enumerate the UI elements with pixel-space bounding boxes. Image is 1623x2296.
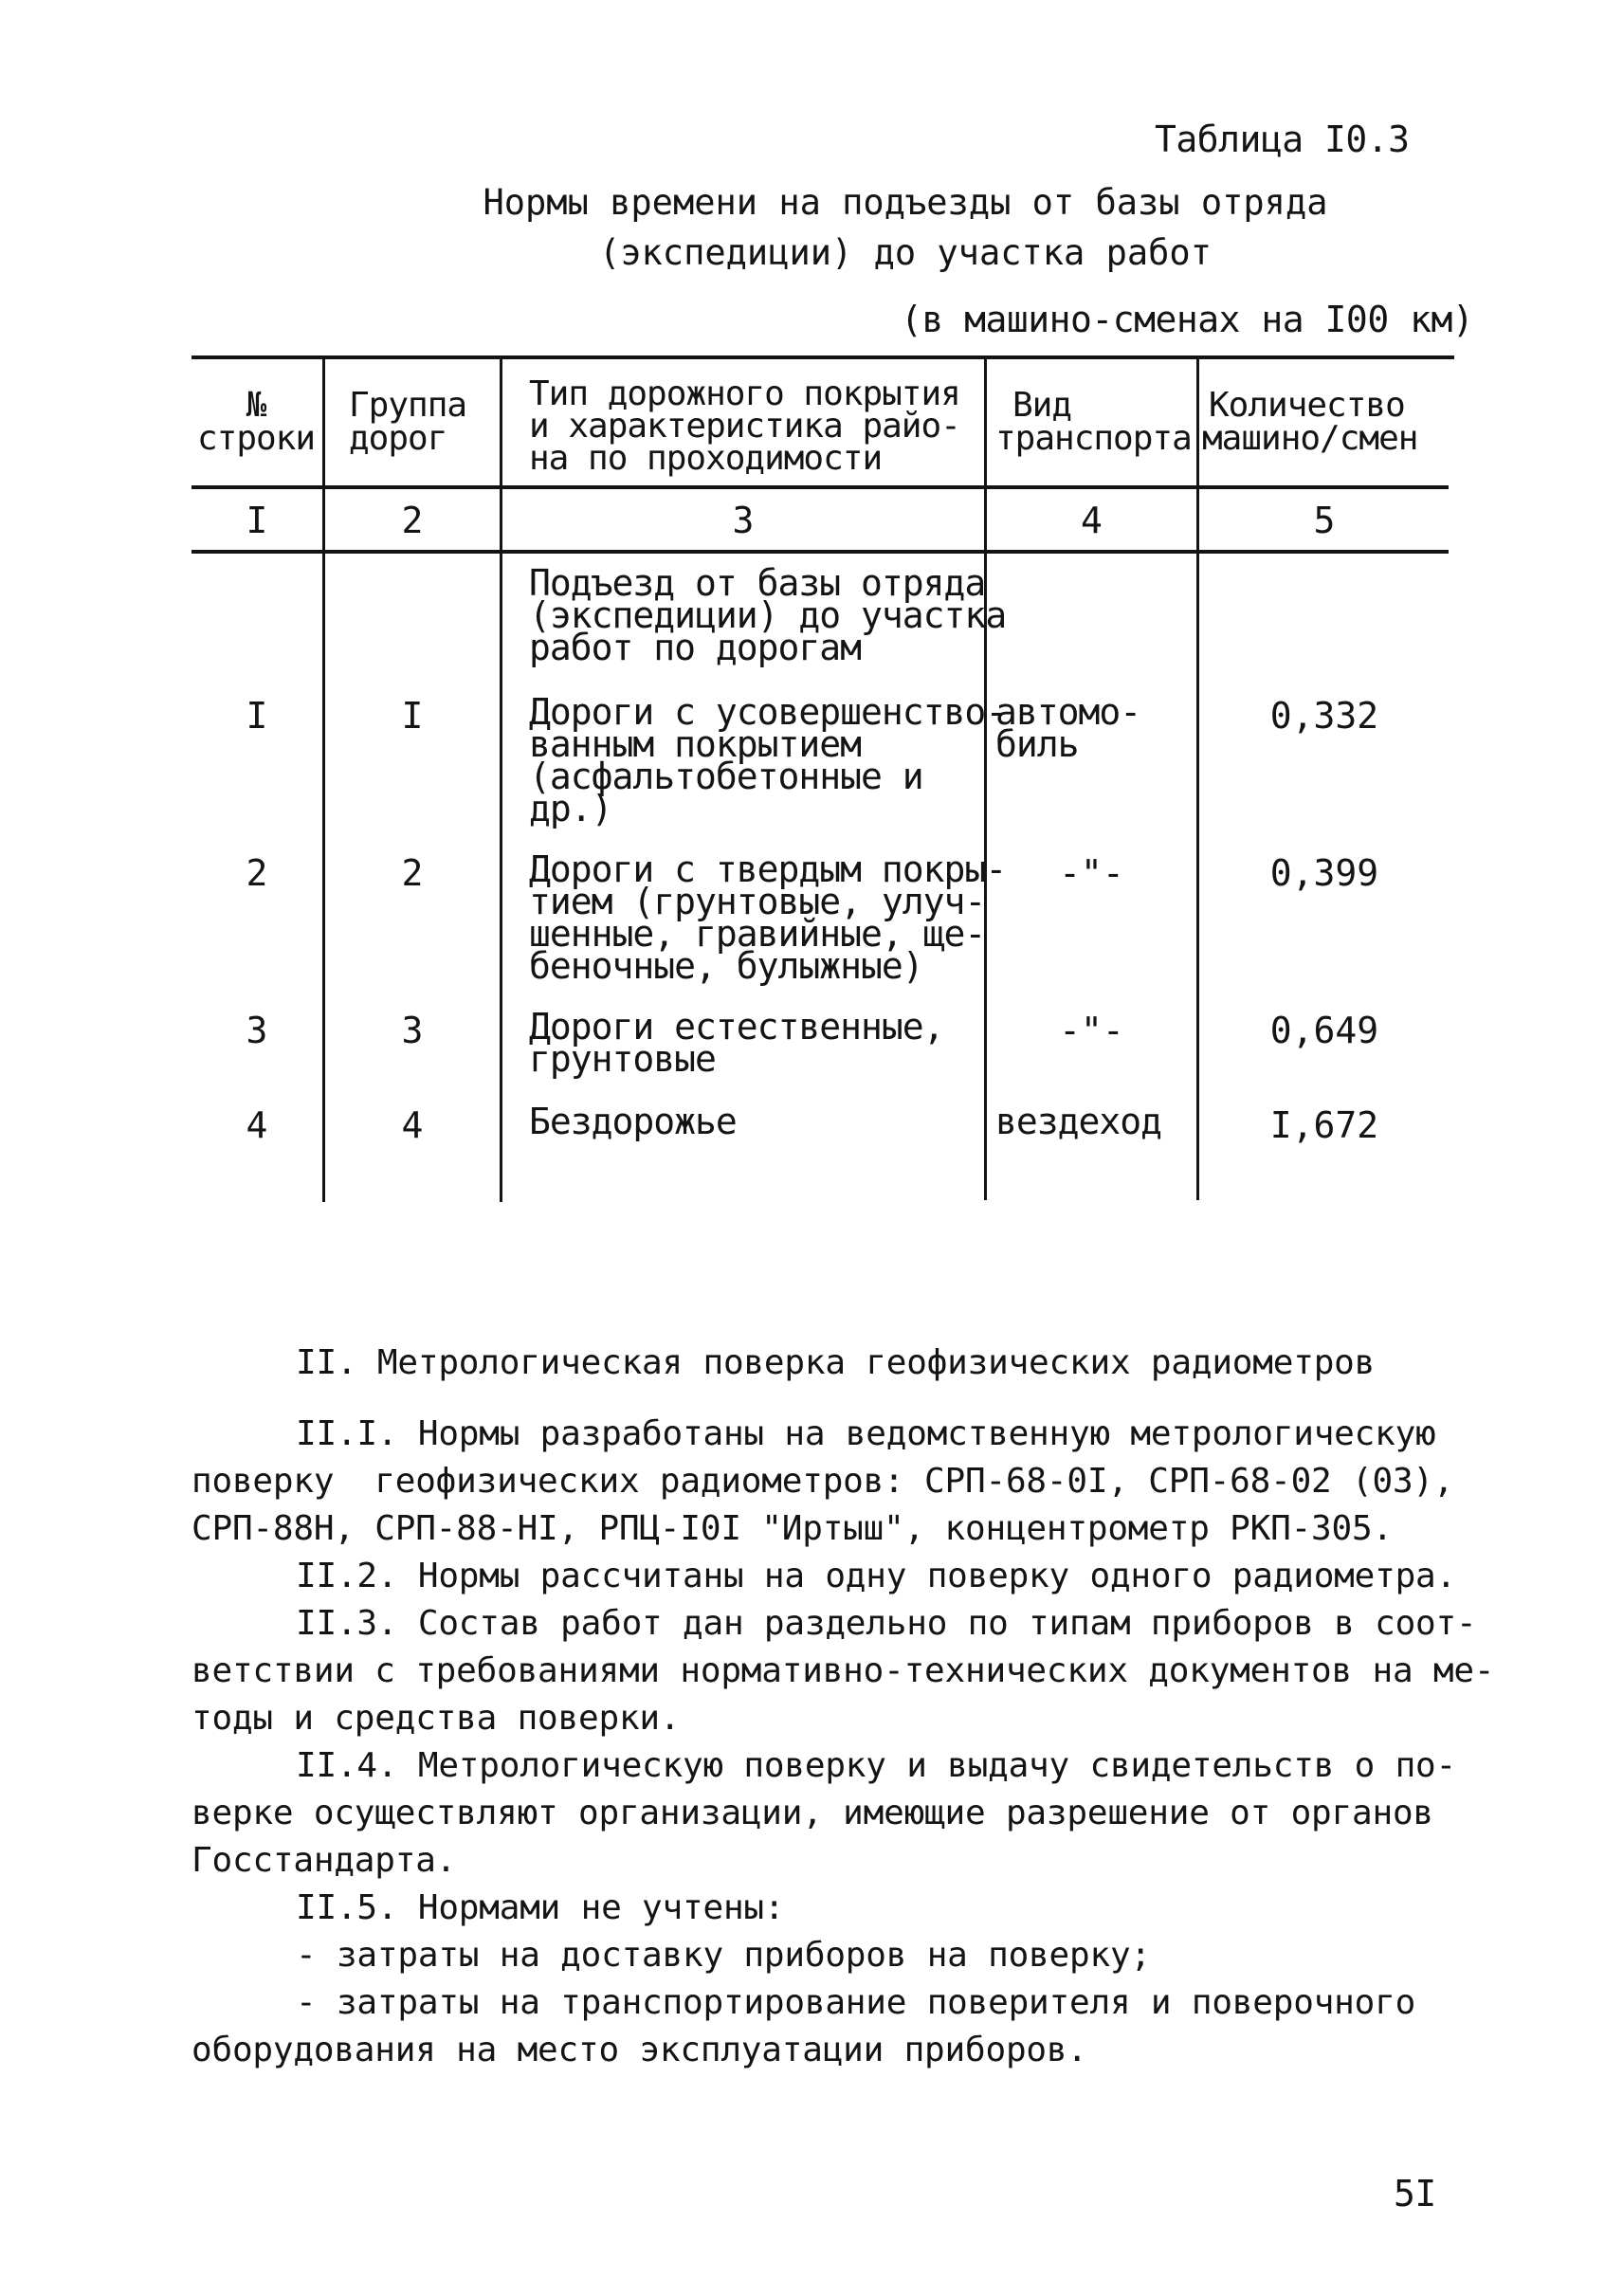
table-section-heading-line-3: работ по дорогам (529, 627, 862, 668)
header-row-no-line-1: № (246, 386, 266, 425)
column-number-2: 2 (401, 500, 424, 541)
header-transport-line-1: Вид (1012, 386, 1072, 425)
table-row-3-value: 0,649 (1269, 1010, 1379, 1051)
header-road-group-line-2: дорог (349, 419, 447, 458)
table-row-2-type-line-2: тием (грунтовые, улуч- (529, 881, 986, 922)
paragraph-line-11: II.5. Нормами не учтены: (296, 1888, 785, 1927)
table-row-1-type-line-1: Дороги с усовершенство- (529, 691, 1007, 733)
table-column-divider-1 (322, 356, 325, 1202)
header-road-type-line-2: и характеристика райо- (529, 407, 960, 446)
table-row-2-type-line-3: шенные, гравийные, ще- (529, 913, 986, 955)
paragraph-line-12: - затраты на доставку приборов на поверку; (296, 1936, 1151, 1975)
paragraph-line-1: II.I. Нормы разработаны на ведомственную метрологическую (296, 1414, 1436, 1453)
table-row-3-number: 3 (246, 1010, 268, 1051)
table-header-rule (191, 485, 1449, 489)
table-row-1-transport-line-1: автомо- (995, 691, 1141, 733)
table-caption-line-2: (экспедиции) до участка работ (598, 232, 1212, 273)
table-row-1-value: 0,332 (1269, 695, 1379, 737)
header-quantity-line-1: Количество (1209, 386, 1405, 425)
column-number-1: I (246, 500, 268, 541)
table-row-2-type-line-1: Дороги с твердым покры- (529, 848, 1007, 890)
table-row-2-value: 0,399 (1269, 852, 1379, 894)
header-quantity-line-2: машино/смен (1202, 419, 1418, 458)
table-row-4-group: 4 (401, 1104, 424, 1146)
table-row-4-transport: вездеход (995, 1101, 1162, 1142)
paragraph-line-5: II.3. Состав работ дан раздельно по типам приборов в соот- (296, 1604, 1477, 1643)
column-number-5: 5 (1313, 500, 1336, 541)
table-row-4-number: 4 (246, 1104, 268, 1146)
header-road-group-line-1: Группа (349, 386, 467, 425)
table-row-1-number: I (246, 695, 268, 737)
paragraph-line-9: верке осуществляют организации, имеющие разрешение от органов (191, 1794, 1433, 1832)
table-row-1-type-line-2: ванным покрытием (529, 723, 862, 765)
table-row-1-group: I (401, 695, 424, 737)
table-row-1-transport-line-2: биль (995, 723, 1079, 765)
paragraph-line-8: II.4. Метрологическую поверку и выдачу свидетельств о по- (296, 1746, 1457, 1785)
table-column-divider-4 (1196, 356, 1199, 1200)
table-row-2-number: 2 (246, 852, 268, 894)
table-row-3-type-line-1: Дороги естественные, (529, 1006, 944, 1048)
column-number-4: 4 (1081, 500, 1103, 541)
paragraph-line-14: оборудования на место эксплуатации приборов. (191, 2031, 1087, 2069)
paragraph-line-10: Госстандарта. (191, 1841, 457, 1880)
table-column-divider-2 (500, 356, 502, 1202)
table-caption-line-1: Нормы времени на подъезды от базы отряда (483, 182, 1328, 223)
table-row-3-transport: -"- (1059, 1010, 1124, 1051)
table-label: Таблица I0.3 (1155, 118, 1410, 160)
section-title: II. Метрологическая поверка геофизических радиометров (296, 1343, 1376, 1382)
paragraph-line-13: - затраты на транспортирование поверителя и поверочного (296, 1983, 1416, 2022)
table-section-heading-line-1: Подъезд от базы отряда (529, 562, 986, 604)
table-row-4-value: I,672 (1269, 1104, 1379, 1146)
table-row-2-transport: -"- (1059, 852, 1124, 894)
paragraph-line-7: тоды и средства поверки. (191, 1699, 681, 1738)
table-top-rule (191, 355, 1454, 359)
paragraph-line-6: ветствии с требованиями нормативно-технических документов на ме- (191, 1651, 1495, 1690)
table-section-heading-line-2: (экспедиции) до участка (529, 594, 1007, 636)
table-row-1-type-line-4: др.) (529, 788, 612, 829)
header-transport-line-2: транспорта (995, 419, 1192, 458)
header-road-type-line-1: Тип дорожного покрытия (529, 374, 960, 413)
unit-note: (в машино-сменах на I00 км) (901, 299, 1474, 340)
paragraph-line-3: СРП-88Н, СРП-88-НI, РПЦ-I0I "Иртыш", концентрометр РКП-305. (191, 1509, 1393, 1548)
header-road-type-line-3: на по проходимости (529, 439, 883, 478)
header-row-no-line-2: строки (196, 419, 316, 458)
table-row-2-type-line-4: беночные, булыжные) (529, 945, 923, 987)
table-row-3-group: 3 (401, 1010, 424, 1051)
table-column-divider-3 (984, 356, 987, 1200)
table-row-4-type-line-1: Бездорожье (529, 1101, 737, 1142)
table-row-2-group: 2 (401, 852, 424, 894)
column-number-3: 3 (732, 500, 755, 541)
paragraph-line-2: поверку геофизических радиометров: СРП-68-0I, СРП-68-02 (03), (191, 1462, 1454, 1501)
table-row-1-type-line-3: (асфальтобетонные и (529, 756, 923, 797)
table-number-rule (191, 550, 1449, 554)
paragraph-line-4: II.2. Нормы рассчитаны на одну поверку одного радиометра. (296, 1557, 1457, 1595)
page-number: 5I (1394, 2173, 1436, 2214)
table-row-3-type-line-2: грунтовые (529, 1038, 716, 1080)
